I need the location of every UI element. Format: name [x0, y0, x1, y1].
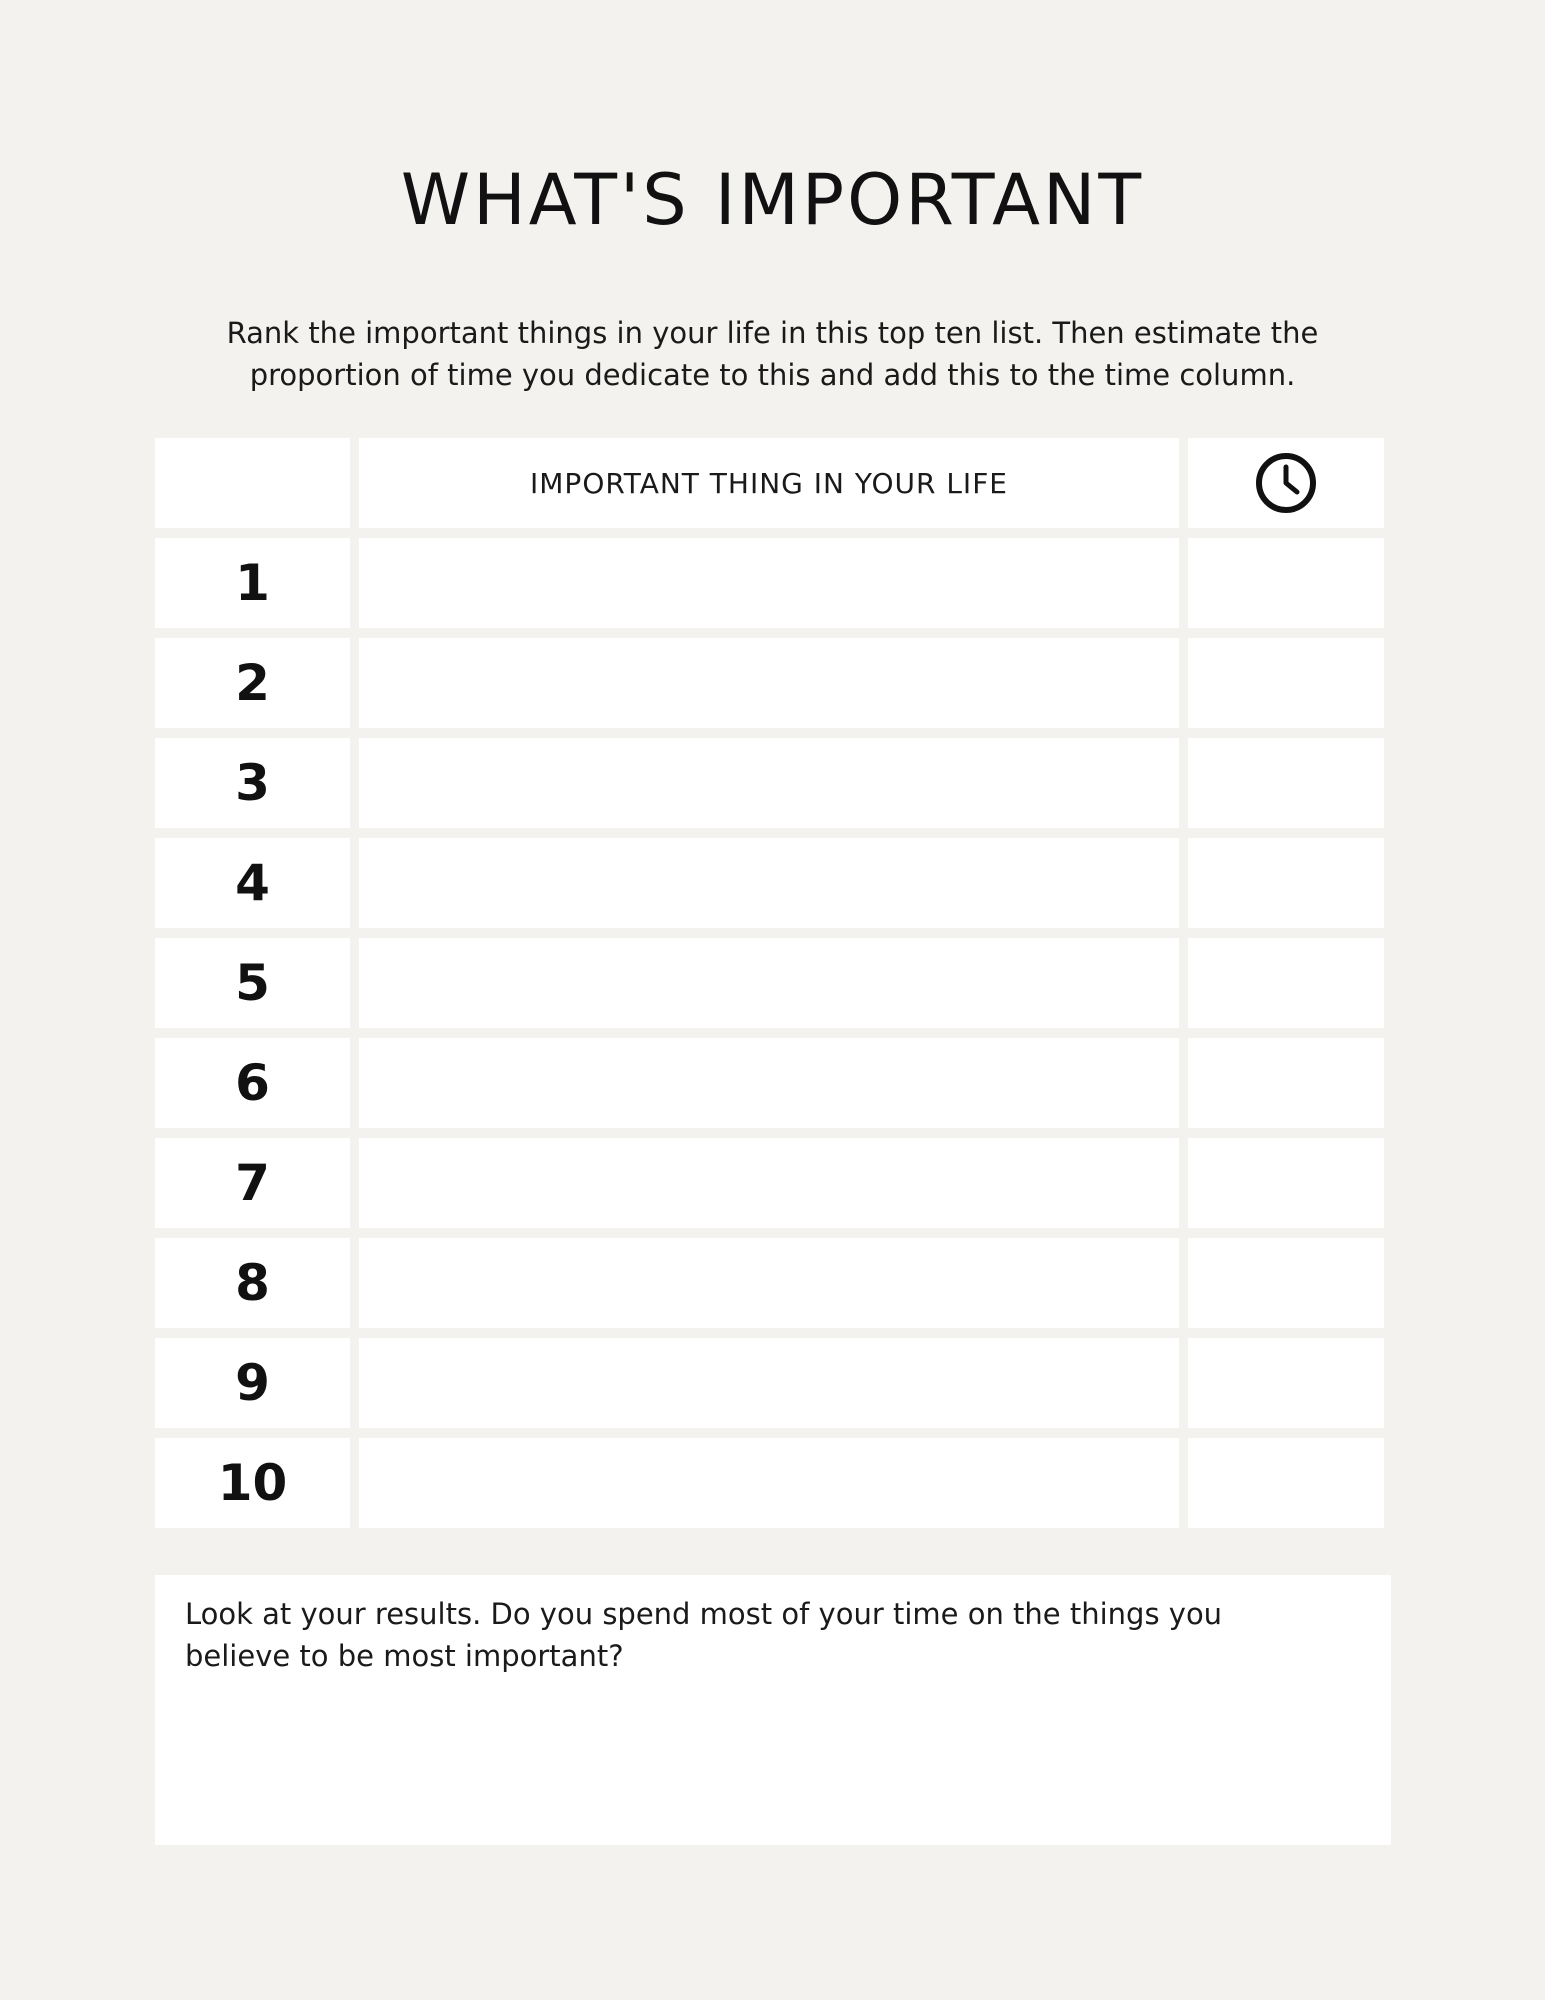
rank-cell [155, 738, 350, 828]
table-row [155, 1238, 1391, 1328]
rank-number: 8 [235, 1254, 270, 1312]
item-entry-cell[interactable] [359, 1238, 1179, 1328]
rank-cell [155, 1338, 350, 1428]
item-entry-cell[interactable] [359, 738, 1179, 828]
table-row [155, 1138, 1391, 1228]
time-entry-cell[interactable] [1188, 738, 1384, 828]
rank-number: 4 [235, 854, 270, 912]
item-entry-cell[interactable] [359, 938, 1179, 1028]
rank-cell [155, 638, 350, 728]
rank-cell [155, 838, 350, 928]
rank-number: 3 [235, 754, 270, 812]
rank-number: 2 [235, 654, 270, 712]
table-header-row [155, 438, 1391, 528]
rank-cell [155, 1138, 350, 1228]
page-title: WHAT'S IMPORTANT [400, 159, 1145, 241]
rank-number: 1 [235, 554, 270, 612]
time-entry-cell[interactable] [1188, 1438, 1384, 1528]
table-row [155, 1438, 1391, 1528]
time-entry-cell[interactable] [1188, 1038, 1384, 1128]
rank-number: 9 [235, 1354, 270, 1412]
rank-cell [155, 1238, 350, 1328]
table-row [155, 538, 1391, 628]
table-row [155, 938, 1391, 1028]
rank-cell [155, 1438, 350, 1528]
rank-cell [155, 538, 350, 628]
table-row [155, 1038, 1391, 1128]
rank-cell [155, 1038, 350, 1128]
item-entry-cell[interactable] [359, 1138, 1179, 1228]
rank-number: 7 [235, 1154, 270, 1212]
time-entry-cell[interactable] [1188, 538, 1384, 628]
time-entry-cell[interactable] [1188, 938, 1384, 1028]
header-rank-cell [155, 438, 350, 528]
time-entry-cell[interactable] [1188, 1338, 1384, 1428]
ranking-table [155, 438, 1391, 1538]
rank-cell [155, 938, 350, 1028]
rank-number: 10 [217, 1454, 288, 1512]
time-entry-cell[interactable] [1188, 1138, 1384, 1228]
time-entry-cell[interactable] [1188, 838, 1384, 928]
table-row [155, 638, 1391, 728]
header-item-label: IMPORTANT THING IN YOUR LIFE [530, 466, 1008, 500]
rank-number: 6 [235, 1054, 270, 1112]
header-item-cell [359, 438, 1179, 528]
table-row [155, 838, 1391, 928]
instructions-text: Rank the important things in your life in this top ten list. Then estimate the proportion of time you dedicate to this and add this to the time column. [226, 316, 1319, 392]
header-time-cell [1188, 438, 1384, 528]
item-entry-cell[interactable] [359, 1438, 1179, 1528]
clock-icon [1255, 452, 1317, 514]
item-entry-cell[interactable] [359, 538, 1179, 628]
item-entry-cell[interactable] [359, 1338, 1179, 1428]
item-entry-cell[interactable] [359, 838, 1179, 928]
rank-number: 5 [235, 954, 270, 1012]
item-entry-cell[interactable] [359, 1038, 1179, 1128]
time-entry-cell[interactable] [1188, 1238, 1384, 1328]
time-entry-cell[interactable] [1188, 638, 1384, 728]
table-row [155, 1338, 1391, 1428]
table-body [155, 538, 1391, 1528]
item-entry-cell[interactable] [359, 638, 1179, 728]
table-row [155, 738, 1391, 828]
reflection-box[interactable] [155, 1575, 1391, 1845]
reflection-prompt: Look at your results. Do you spend most of your time on the things you believe to be most important? [185, 1597, 1223, 1673]
